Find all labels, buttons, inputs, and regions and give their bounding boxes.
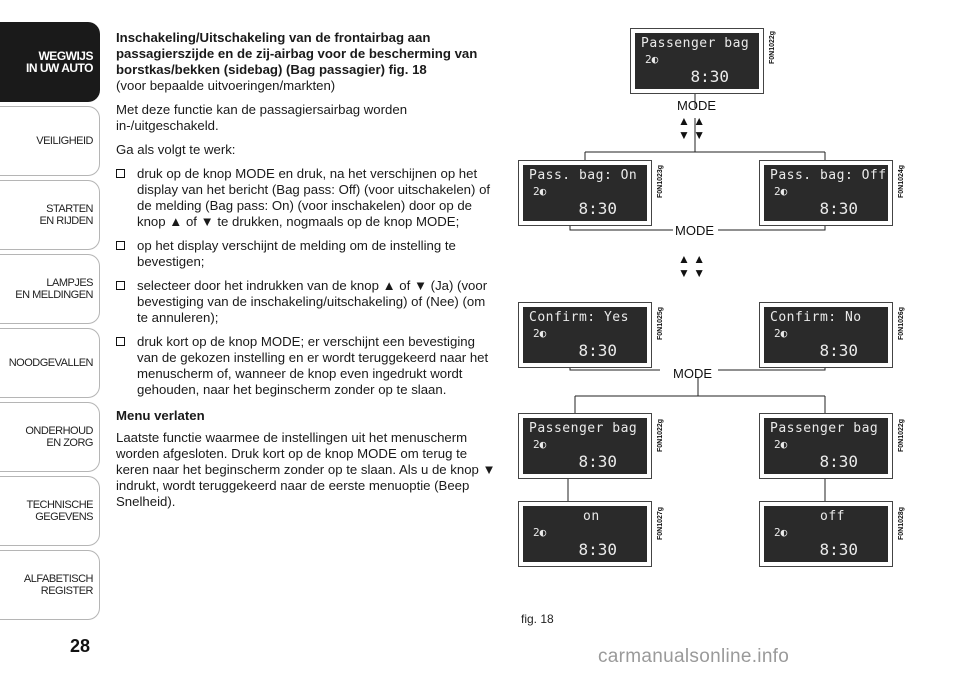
- lcd-line1: off: [820, 509, 845, 524]
- tab-veiligheid[interactable]: VEILIGHEID: [0, 106, 100, 176]
- lcd-on: [518, 501, 652, 567]
- figure-code: F0N1024g: [898, 164, 905, 198]
- lcd-line1: Confirm: Yes: [529, 310, 629, 325]
- step-text: op het display verschijnt de melding om de instelling te bevestigen;: [137, 238, 456, 269]
- checkbox-bullet-icon: [116, 281, 125, 290]
- lcd-line2: 2◐: [533, 526, 547, 539]
- step-text: druk op de knop MODE en druk, na het verschijnen op het display van het bericht (Bag pass: Off) (voor uitschakelen) of de melding (Bag pass: On) (voor inschakelen) door op de knop ▲ of ▼ te drukken, nogmaals op de knop MODE;: [137, 166, 491, 229]
- intro-paragraph: Met deze functie kan de passagiersairbag worden in-/uitgeschakeld.: [116, 102, 408, 133]
- figure-code: F0N1025g: [657, 306, 664, 340]
- watermark: carmanualsonline.info: [598, 646, 790, 667]
- figure-code: F0N1023g: [657, 164, 664, 198]
- lcd-line2: 2◐: [533, 438, 547, 451]
- figure-caption: fig. 18: [521, 612, 554, 626]
- exit-paragraph: Laatste functie waarmee de instellingen uit het menuscherm worden afgesloten. Druk kort op de knop MODE om terug te keren naar het beginscherm zonder op te slaan. Als u de knop ▼ indrukt, wordt teruggekeerd naar de eerste menuoptie (Beep Snelheid).: [116, 430, 496, 509]
- lcd-time: 8:30: [819, 341, 858, 360]
- figure-code: F0N1022g: [898, 418, 905, 452]
- lcd-line1: Confirm: No: [770, 310, 862, 325]
- list-item: [116, 166, 496, 230]
- tab-wegwijs[interactable]: WEGWIJS IN UW AUTO: [0, 22, 100, 102]
- procedure-label: Ga als volgt te werk:: [116, 142, 236, 157]
- lcd-line2: 2◐: [533, 185, 547, 198]
- lcd-line1: Passenger bag: [529, 421, 638, 436]
- list-item: [116, 238, 496, 270]
- tab-alfabetisch[interactable]: ALFABETISCH REGISTER: [0, 550, 100, 620]
- lcd-line2: 2◐: [645, 53, 659, 66]
- figure-code: F0N1022g: [657, 418, 664, 452]
- lcd-time: 8:30: [690, 67, 729, 86]
- tab-lampjes[interactable]: LAMPJES EN MELDINGEN: [0, 254, 100, 324]
- list-item: [116, 278, 496, 326]
- list-item: [116, 334, 496, 398]
- lcd-line1: Passenger bag: [641, 36, 750, 51]
- lcd-bag-on: [518, 160, 652, 226]
- lcd-time: 8:30: [819, 540, 858, 559]
- lcd-line1: Pass. bag: On: [529, 168, 638, 183]
- checkbox-bullet-icon: [116, 337, 125, 346]
- lcd-passenger-bag-top: [630, 28, 764, 94]
- lcd-confirm-no: [759, 302, 893, 368]
- lcd-line2: 2◐: [774, 185, 788, 198]
- steps-list: [116, 166, 496, 398]
- market-note: (voor bepaalde uitvoeringen/markten): [116, 78, 336, 93]
- figure-code: F0N1027g: [657, 506, 664, 540]
- mode-label: MODE: [673, 366, 712, 381]
- mode-label: MODE: [675, 223, 714, 238]
- tab-noodgevallen[interactable]: NOODGEVALLEN: [0, 328, 100, 398]
- lcd-time: 8:30: [578, 540, 617, 559]
- figure-code: F0N1028g: [898, 506, 905, 540]
- lcd-line2: 2◐: [774, 327, 788, 340]
- tab-starten[interactable]: STARTEN EN RIJDEN: [0, 180, 100, 250]
- lcd-time: 8:30: [819, 199, 858, 218]
- tab-technische[interactable]: TECHNISCHE GEGEVENS: [0, 476, 100, 546]
- exit-heading: Menu verlaten: [116, 408, 205, 423]
- display-flow-figure: [505, 20, 925, 620]
- lcd-line1: Passenger bag: [770, 421, 879, 436]
- lcd-line2: 2◐: [774, 438, 788, 451]
- figure-code: F0N1026g: [898, 306, 905, 340]
- page-number: 28: [70, 636, 91, 656]
- lcd-confirm-yes: [518, 302, 652, 368]
- step-text: selecteer door het indrukken van de knop ▲ of ▼ (Ja) (voor bevestiging van de inschakeling/uitschakeling) of (Nee) (om te annuleren);: [137, 278, 488, 325]
- lcd-passenger-bag-left: [518, 413, 652, 479]
- lcd-line1: on: [583, 509, 600, 524]
- lcd-line2: 2◐: [774, 526, 788, 539]
- up-down-arrows-icon: ▲ ▲ ▼ ▼: [678, 252, 706, 280]
- section-title: Inschakeling/Uitschakeling van de frontairbag aan passagierszijde en de zij-airbag voor de bescherming van borstkas/bekken (sidebag) (Bag passagier) fig. 18: [116, 30, 478, 77]
- lcd-line1: Pass. bag: Off: [770, 168, 887, 183]
- figure-code: F0N1022g: [769, 30, 776, 64]
- lcd-bag-off: [759, 160, 893, 226]
- mode-label: MODE: [677, 98, 716, 113]
- lcd-off: [759, 501, 893, 567]
- checkbox-bullet-icon: [116, 169, 125, 178]
- checkbox-bullet-icon: [116, 241, 125, 250]
- step-text: druk kort op de knop MODE; er verschijnt een bevestiging van de gekozen instelling en er wordt teruggekeerd naar het menuscherm of, wanneer de knop even ingedrukt wordt gehouden, naar het beginscherm zonder op te slaan.: [137, 334, 489, 397]
- lcd-time: 8:30: [578, 199, 617, 218]
- lcd-line2: 2◐: [533, 327, 547, 340]
- up-down-arrows-icon: ▲ ▲ ▼ ▼: [678, 114, 706, 142]
- lcd-time: 8:30: [578, 341, 617, 360]
- main-text: [116, 30, 496, 518]
- lcd-time: 8:30: [578, 452, 617, 471]
- lcd-passenger-bag-right: [759, 413, 893, 479]
- lcd-time: 8:30: [819, 452, 858, 471]
- tab-onderhoud[interactable]: ONDERHOUD EN ZORG: [0, 402, 100, 472]
